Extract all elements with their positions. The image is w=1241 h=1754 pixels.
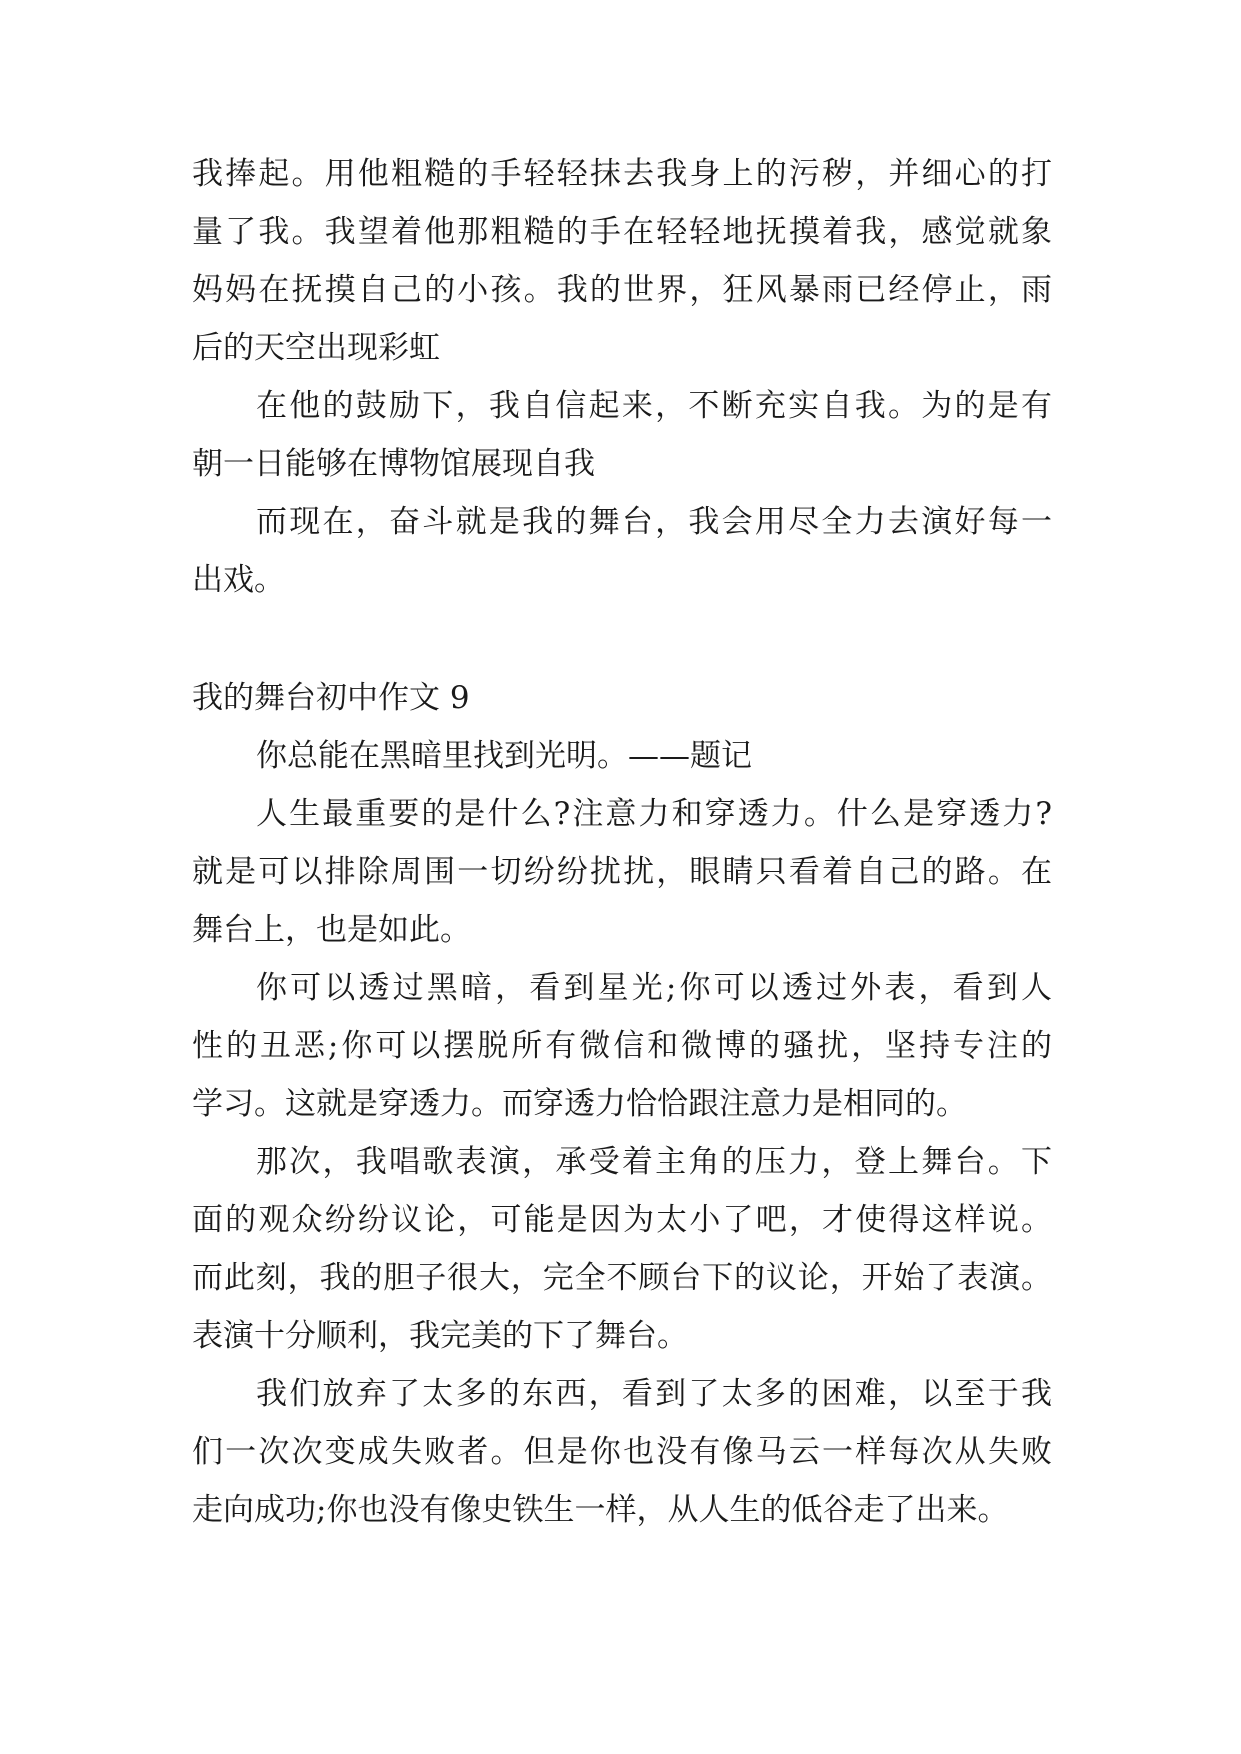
paragraph (192, 493, 1052, 609)
paragraph (192, 959, 1052, 1133)
text-line: 而现在，奋斗就是我的舞台，我会用尽全力去演好每一 (256, 504, 1052, 540)
text-line: 性的丑恶;你可以摆脱所有微信和微博的骚扰，坚持专注的 (192, 1028, 1052, 1064)
text-line: 人生最重要的是什么?注意力和穿透力。什么是穿透力? (256, 796, 1052, 832)
text-line: 舞台上，也是如此。 (192, 912, 471, 948)
text-line: 我们放弃了太多的东西，看到了太多的困难，以至于我 (256, 1376, 1052, 1412)
text-line: 你总能在黑暗里找到光明。——题记 (256, 738, 752, 774)
paragraph (192, 1365, 1052, 1539)
document-body (192, 145, 1052, 1539)
text-line: 走向成功;你也没有像史铁生一样，从人生的低谷走了出来。 (192, 1492, 1009, 1528)
paragraph (192, 145, 1052, 377)
text-line: 就是可以排除周围一切纷纷扰扰，眼睛只看着自己的路。在 (192, 854, 1052, 890)
text-line: 妈妈在抚摸自己的小孩。我的世界，狂风暴雨已经停止，雨 (192, 272, 1052, 308)
paragraph (192, 785, 1052, 959)
text-line: 量了我。我望着他那粗糙的手在轻轻地抚摸着我，感觉就象 (192, 214, 1052, 250)
text-line: 面的观众纷纷议论，可能是因为太小了吧，才使得这样说。 (192, 1202, 1052, 1238)
text-line: 表演十分顺利，我完美的下了舞台。 (192, 1318, 688, 1354)
section-title: 我的舞台初中作文 9 (192, 680, 470, 716)
text-line: 后的天空出现彩虹 (192, 330, 440, 366)
text-line: 在他的鼓励下，我自信起来，不断充实自我。为的是有 (256, 388, 1052, 424)
text-line: 出戏。 (192, 562, 285, 598)
text-line: 学习。这就是穿透力。而穿透力恰恰跟注意力是相同的。 (192, 1086, 967, 1122)
text-line: 朝一日能够在博物馆展现自我 (192, 446, 595, 482)
text-line: 我捧起。用他粗糙的手轻轻抹去我身上的污秽，并细心的打 (192, 156, 1052, 192)
paragraph (192, 727, 1052, 785)
text-line: 那次，我唱歌表演，承受着主角的压力，登上舞台。下 (256, 1144, 1052, 1180)
text-line: 们一次次变成失败者。但是你也没有像马云一样每次从失败 (192, 1434, 1052, 1470)
paragraph (192, 1133, 1052, 1365)
text-line: 你可以透过黑暗，看到星光;你可以透过外表，看到人 (256, 970, 1052, 1006)
text-line: 而此刻，我的胆子很大，完全不顾台下的议论，开始了表演。 (192, 1260, 1052, 1296)
section-spacer (192, 609, 1052, 669)
paragraph (192, 377, 1052, 493)
